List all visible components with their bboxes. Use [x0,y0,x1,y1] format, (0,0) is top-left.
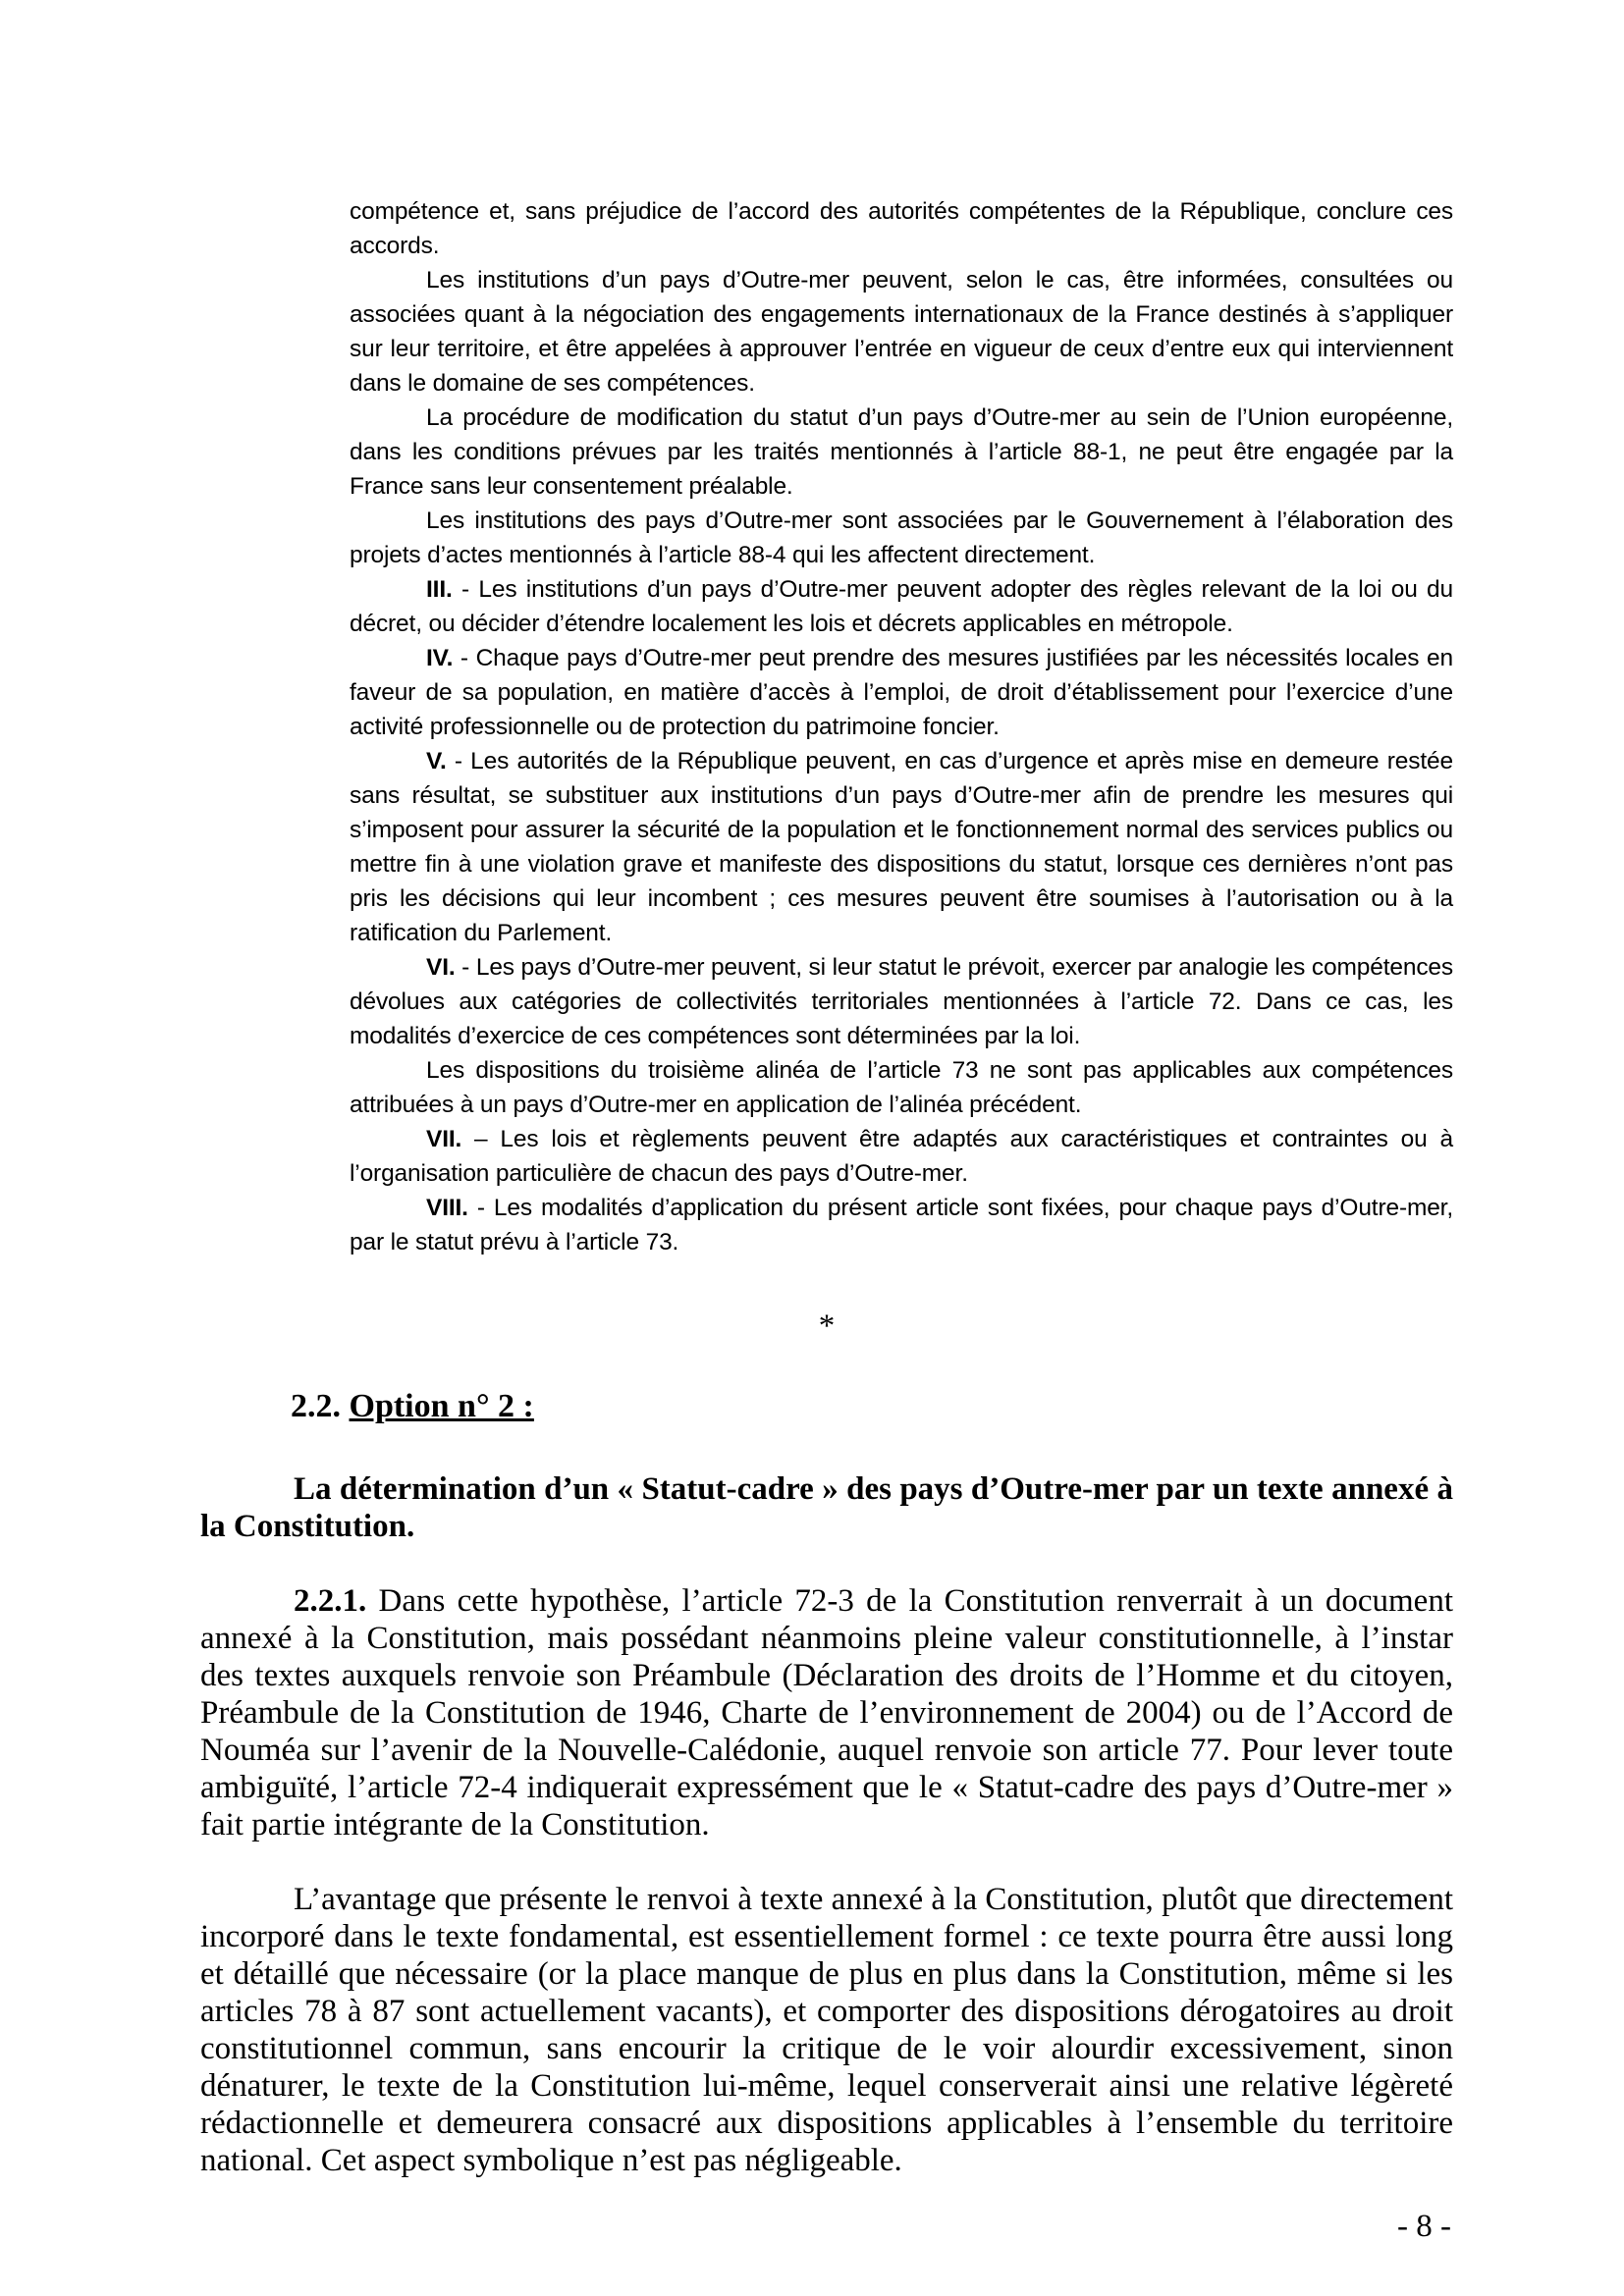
paragraph-text: - Les autorités de la République peuvent, en cas d’urgence et après mise en demeure restée sans résultat, se substituer aux institutions d’un pays d’Outre-mer afin de prendre les mesures qui s’imposent pour assurer la sécurité de la population et le fonctionnement normal des services publics ou mettre fin à une violation grave et manifeste des dispositions du statut, lorsque ces dernières n’ont pas pris les décisions qui leur incombent ; ces mesures peuvent être soumises à l’autorisation ou à la ratification du Parlement. [350,748,1453,946]
paragraph-text: - Chaque pays d’Outre-mer peut prendre des mesures justifiées par les nécessités locales en faveur de sa population, en matière d’accès à l’emploi, de droit d’établissement pour l’exercice d’une activité professionnelle ou de protection du patrimoine foncier. [350,645,1453,740]
quoted-paragraph [350,641,1453,744]
section-heading [291,1388,1453,1425]
paragraph-label: 2.2.1. [294,1583,367,1619]
quoted-paragraph [350,1053,1453,1122]
body-paragraph [200,1582,1453,1843]
paragraph-text: compétence et, sans préjudice de l’accord des autorités compétentes de la République, conclure ces accords. [350,198,1453,259]
heading-title: Option n° 2 : [349,1388,534,1424]
paragraph-text: - Les pays d’Outre-mer peuvent, si leur statut le prévoit, exercer par analogie les compétences dévolues aux catégories de collectivités territoriales mentionnées à l’article 72. Dans ce cas, les modalités d’exercice de ces compétences sont déterminées par la loi. [350,954,1453,1049]
paragraph-label: III. [426,576,453,603]
paragraph-text: – Les lois et règlements peuvent être adaptés aux caractéristiques et contraintes ou à l’organisation particulière de chacun des pays d’Outre-mer. [350,1126,1453,1187]
quoted-paragraph [350,744,1453,950]
paragraph-label: VII. [426,1126,462,1152]
quoted-paragraph [350,263,1453,400]
paragraph-text: - Les modalités d’application du présent article sont fixées, pour chaque pays d’Outre-mer, par le statut prévu à l’article 73. [350,1195,1453,1255]
paragraph-text: Les institutions des pays d’Outre-mer sont associées par le Gouvernement à l’élaboration des projets d’actes mentionnés à l’article 88-4 qui les affectent directement. [350,507,1453,568]
paragraph-text: Les dispositions du troisième alinéa de l’article 73 ne sont pas applicables aux compétences attribuées à un pays d’Outre-mer en application de l’alinéa précédent. [350,1057,1453,1118]
paragraph-text: La procédure de modification du statut d’un pays d’Outre-mer au sein de l’Union européenne, dans les conditions prévues par les traités mentionnés à l’article 88-1, ne peut être engagée par la France sans leur consentement préalable. [350,404,1453,500]
quoted-article-block [350,194,1453,1259]
page-content [200,194,1453,2179]
paragraph-text: L’avantage que présente le renvoi à texte annexé à la Constitution, plutôt que directement incorporé dans le texte fondamental, est essentiellement formel : ce texte pourra être aussi long et détaillé que nécessaire (or la place manque de plus en plus dans la Constitution, même si les articles 78 à 87 sont actuellement vacants), et comporter des dispositions dérogatoires au droit constitutionnel commun, sans encourir la critique de le voir alourdir excessivement, sinon dénaturer, le texte de la Constitution lui-même, lequel conserverait ainsi une relative légèreté rédactionnelle et demeurera consacré aux dispositions applicables à l’ensemble du territoire national. Cet aspect symbolique n’est pas négligeable. [200,1882,1453,2178]
quoted-paragraph [350,1122,1453,1191]
quoted-paragraph [350,1191,1453,1259]
quoted-paragraph [350,400,1453,504]
page-number: - 8 - [1397,2209,1451,2244]
heading-number: 2.2. [291,1388,341,1424]
separator-asterisk: * [818,1308,836,1344]
paragraph-label: VIII. [426,1195,468,1221]
quoted-paragraph [350,950,1453,1053]
quoted-paragraph [350,194,1453,263]
paragraph-label: IV. [426,645,454,671]
paragraph-text: - Les institutions d’un pays d’Outre-mer peuvent adopter des règles relevant de la loi ou du décret, ou décider d’étendre localement les lois et décrets applicables en métropole. [350,576,1453,637]
lead-paragraph: La détermination d’un « Statut-cadre » des pays d’Outre-mer par un texte annexé à la Constitution. [200,1471,1453,1544]
paragraph-text: Dans cette hypothèse, l’article 72-3 de la Constitution renverrait à un document annexé à la Constitution, mais possédant néanmoins pleine valeur constitutionnelle, à l’instar des textes auxquels renvoie son Préambule (Déclaration des droits de l’Homme et du citoyen, Préambule de la Constitution de 1946, Charte de l’environnement de 2004) ou de l’Accord de Nouméa sur l’avenir de la Nouvelle-Calédonie, auquel renvoie son article 77. Pour lever toute ambiguïté, l’article 72-4 indiquerait expressément que le « Statut-cadre des pays d’Outre-mer » fait partie intégrante de la Constitution. [200,1583,1453,1842]
paragraph-label: VI. [426,954,456,981]
paragraph-text: Les institutions d’un pays d’Outre-mer peuvent, selon le cas, être informées, consultées ou associées quant à la négociation des engagements internationaux de la France destinés à s’appliquer sur leur territoire, et être appelées à approuver l’entrée en vigueur de ceux d’entre eux qui interviennent dans le domaine de ses compétences. [350,267,1453,397]
paragraph-label: V. [426,748,447,774]
quoted-paragraph [350,504,1453,572]
quoted-paragraph [350,572,1453,641]
body-paragraph [200,1881,1453,2179]
